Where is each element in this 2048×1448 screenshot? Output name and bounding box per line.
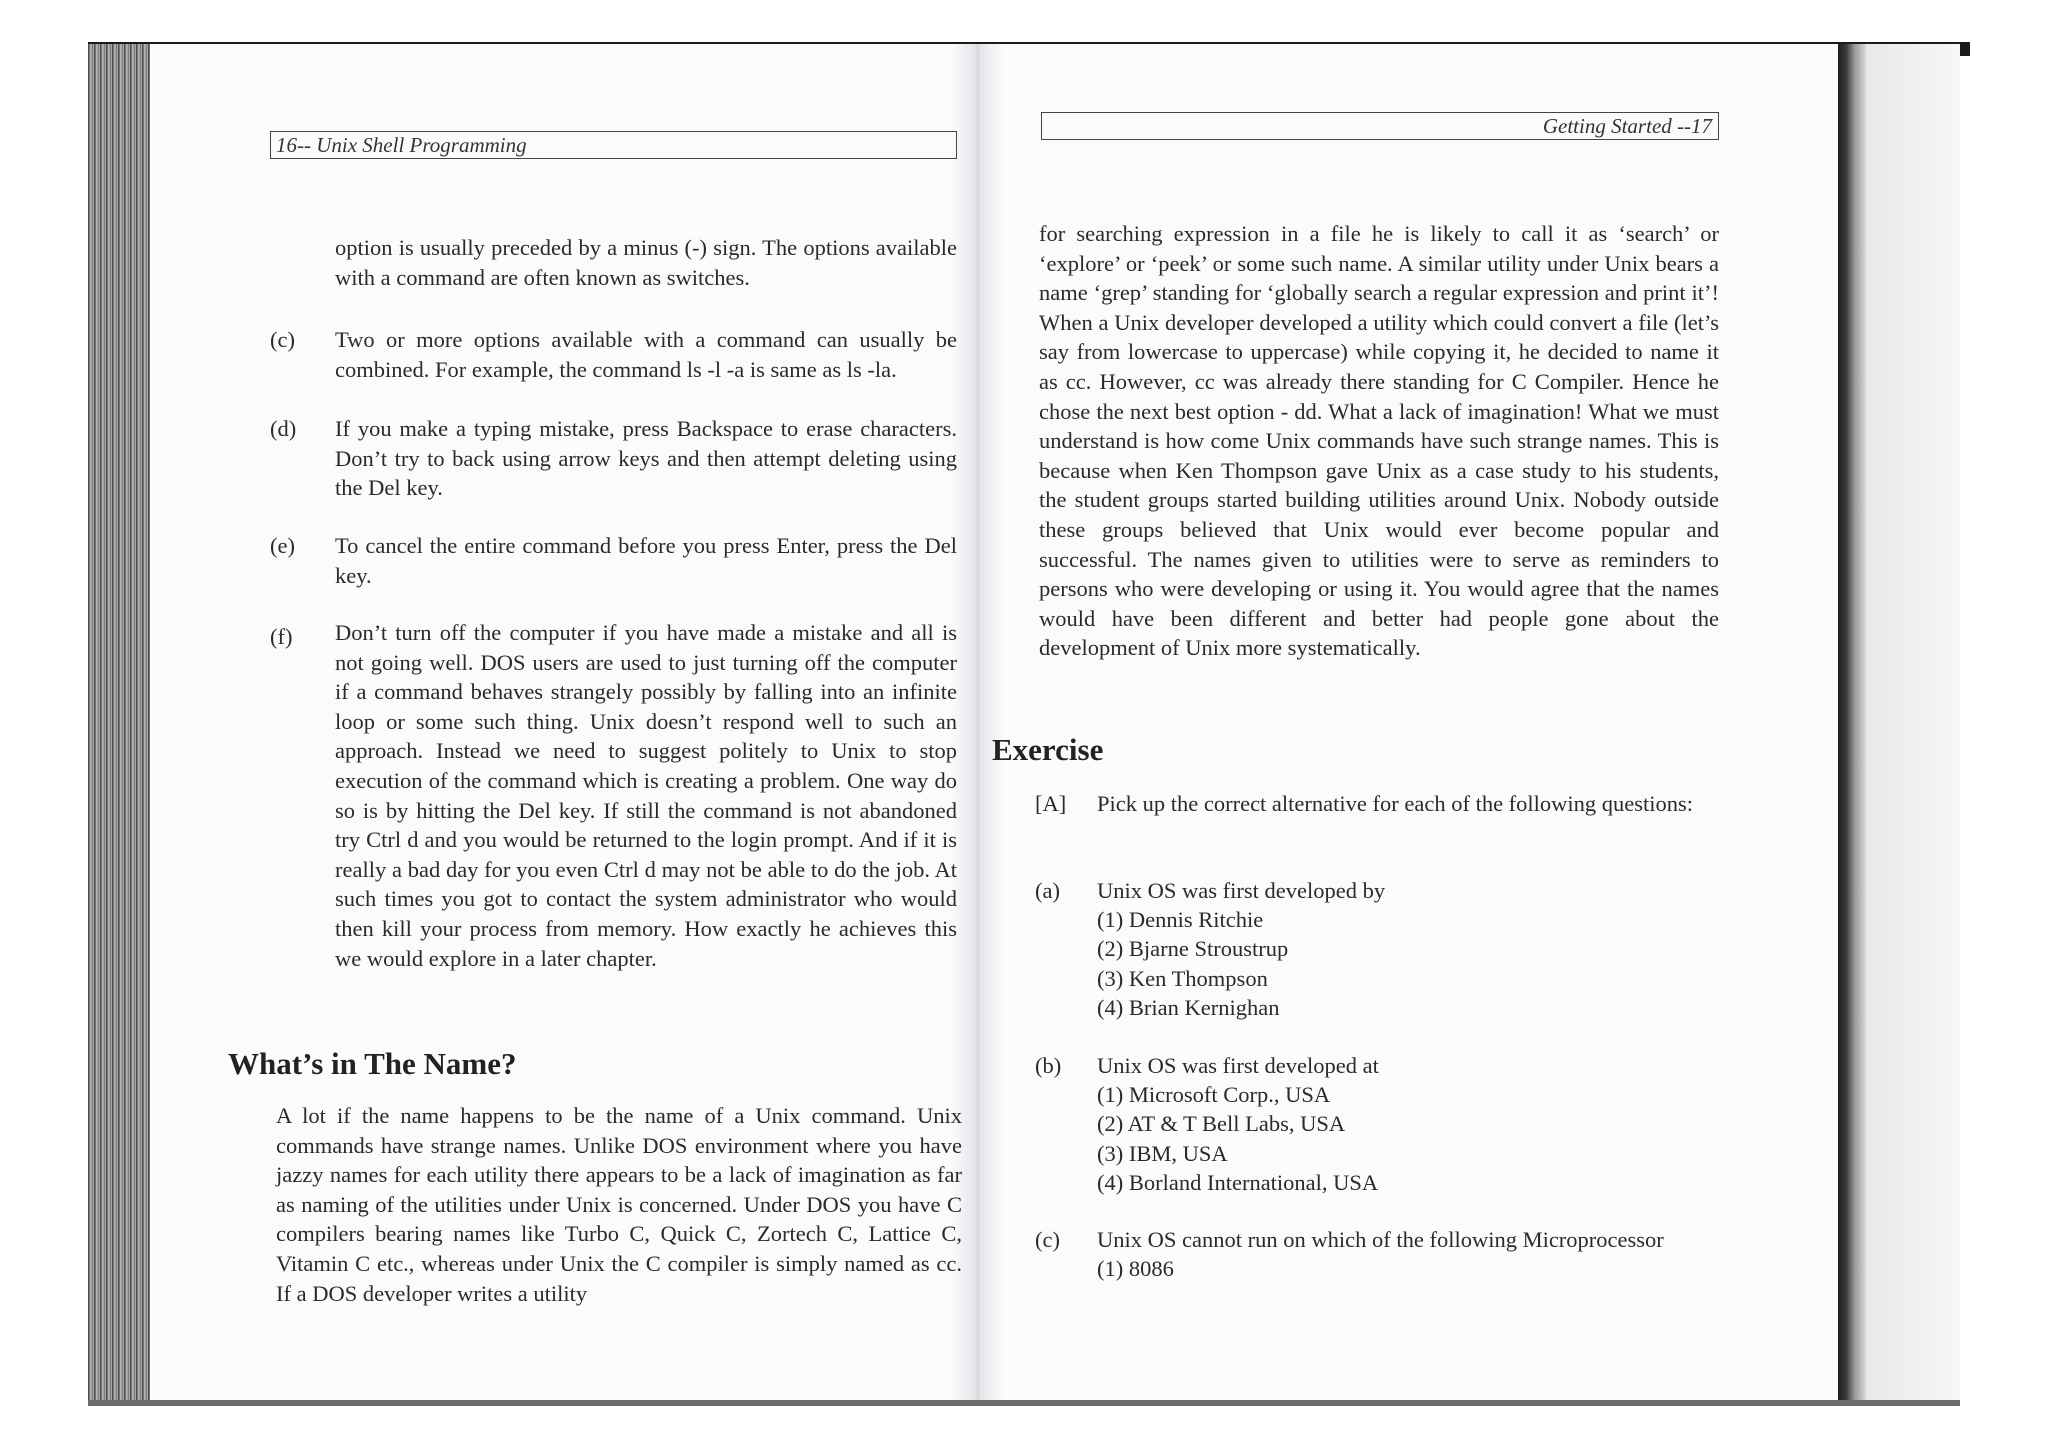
question-a-option-4: (4) Brian Kernighan bbox=[1097, 994, 1280, 1020]
section-title-whats-in-the-name: What’s in The Name? bbox=[228, 1046, 517, 1081]
book-cover-edge-right bbox=[1838, 44, 1866, 1406]
question-b-text: Unix OS was first developed at bbox=[1097, 1053, 1379, 1078]
question-b bbox=[1097, 1051, 1379, 1197]
question-a-option-2: (2) Bjarne Stroustrup bbox=[1097, 936, 1289, 962]
item-e-label: (e) bbox=[270, 533, 295, 558]
item-b-continuation: option is usually preceded by a minus (-) sign. The options available with a command are often known as switches. bbox=[335, 235, 957, 290]
question-c-option-1: (1) 8086 bbox=[1097, 1256, 1174, 1282]
question-b-option-4: (4) Borland International, USA bbox=[1097, 1169, 1379, 1195]
question-b-label: (b) bbox=[1035, 1053, 1062, 1078]
exercise-title: Exercise bbox=[992, 732, 1104, 767]
question-a-option-1: (1) Dennis Ritchie bbox=[1097, 907, 1264, 933]
question-a-option-3: (3) Ken Thompson bbox=[1097, 965, 1268, 991]
item-f-text: Don’t turn off the computer if you have made a mistake and all is not going well. DOS users are used to just turning off the computer if a command behaves strangely possibly by falling into an infinite loop or some such thing. Unix doesn’t respond well to such an approach. Instead we need to suggest politely to Unix to stop execution of the command which is creating a problem. One way do so is by hitting the Del key. If still the command is not abandoned try Ctrl d and you would be returned to the login prompt. And if it is really a bad day for you even Ctrl d may not be able to do the job. At such times you got to contact the system administrator who would then kill your process from memory. How exactly he achieves this we would explore in a later chapter. bbox=[335, 620, 957, 971]
question-c bbox=[1097, 1225, 1664, 1283]
question-b-option-3: (3) IBM, USA bbox=[1097, 1140, 1228, 1166]
item-d-text: If you make a typing mistake, press Backspace to erase characters. Don’t try to back using arrow keys and then attempt deleting using the Del key. bbox=[335, 416, 957, 501]
exercise-a-label: [A] bbox=[1035, 791, 1067, 816]
scan-margin-right bbox=[1866, 44, 1960, 1406]
question-c-label: (c) bbox=[1035, 1227, 1060, 1252]
question-c-text: Unix OS cannot run on which of the following Microprocessor bbox=[1097, 1227, 1664, 1252]
question-b-option-2: (2) AT & T Bell Labs, USA bbox=[1097, 1111, 1346, 1137]
question-a-label: (a) bbox=[1035, 878, 1060, 903]
item-c-label: (c) bbox=[270, 327, 295, 352]
right-page-header: Getting Started --17 bbox=[1542, 114, 1712, 138]
item-d-label: (d) bbox=[270, 416, 297, 441]
item-e-text: To cancel the entire command before you press Enter, press the Del key. bbox=[335, 533, 957, 588]
book-page-edges-left bbox=[88, 44, 150, 1406]
item-f-label: (f) bbox=[270, 624, 293, 649]
item-c-text: Two or more options available with a command can usually be combined. For example, the command ls -l -a is same as ls -la. bbox=[335, 327, 957, 382]
left-page-header: 16-- Unix Shell Programming bbox=[276, 133, 527, 157]
question-b-option-1: (1) Microsoft Corp., USA bbox=[1097, 1082, 1331, 1108]
exercise-instruction: Pick up the correct alternative for each of the following questions: bbox=[1097, 791, 1694, 816]
right-continuation-text: for searching expression in a file he is likely to call it as ‘search’ or ‘explore’ or ‘peek’ or some such name. A similar utility under Unix bears a name ‘grep’ standing for ‘globally search a regular expression and print it’! When a Unix developer developed a utility which could convert a file (let’s say from lowercase to uppercase) while copying it, he decided to name it as cc. However, cc was already there standing for C Compiler. Hence he chose the next best option - dd. What a lack of imagination! What we must understand is how come Unix commands have such strange names. This is because when Ken Thompson gave Unix as a case study to his students, the student groups started building utilities around Unix. Nobody outside these groups believed that Unix would ever become popular and successful. The names given to utilities were to serve as reminders to persons who were developing or using it. You would agree that the names would have been different and better had people gone about the development of Unix more systematically. bbox=[1039, 221, 1719, 661]
book-bottom-edge bbox=[88, 1400, 1960, 1406]
section-body-text: A lot if the name happens to be the name of a Unix command. Unix commands have strange names. Unlike DOS environment where you have jazzy names for each utility there appears to be a lack of imagination as far as naming of the utilities under Unix is concerned. Under DOS you have C compilers bearing names like Turbo C, Quick C, Zortech C, Lattice C, Vitamin C etc., whereas under Unix the C compiler is simply named as cc. If a DOS developer writes a utility bbox=[276, 1103, 962, 1306]
question-a-text: Unix OS was first developed by bbox=[1097, 878, 1386, 903]
question-a bbox=[1097, 876, 1385, 1022]
